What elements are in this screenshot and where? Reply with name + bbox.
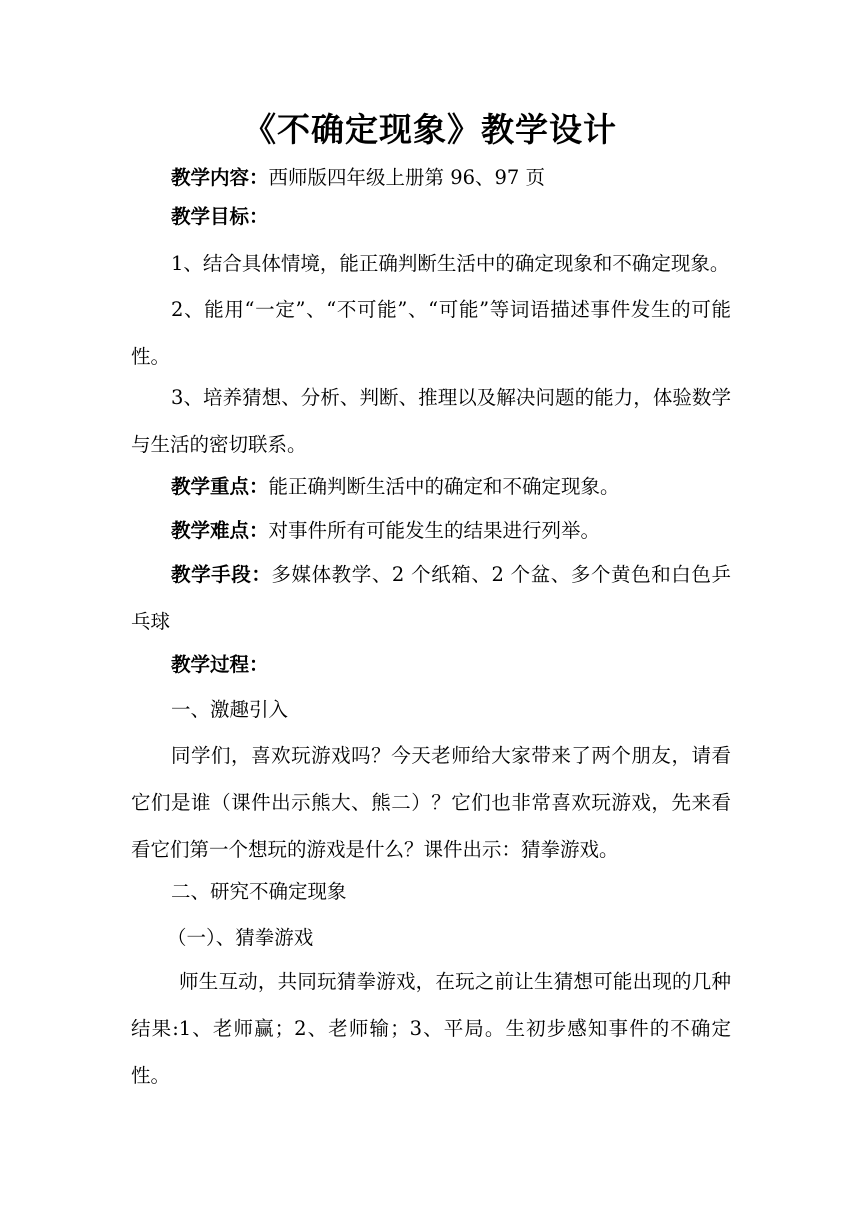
content-label: 教学内容：	[171, 166, 269, 189]
process-label: 教学过程：	[171, 653, 269, 676]
section-heading: 二、研究不确定现象	[171, 880, 347, 903]
subsection-paragraph: 师生互动，共同玩猜拳游戏，在玩之前让生猜想可能出现的几种结果:1、老师赢；2、老师输；3、平局。生初步感知事件的不确定性。	[131, 970, 731, 1087]
means-text: 多媒体教学、2 个纸箱、2 个盆、多个黄色和白色乒乓球	[131, 563, 731, 633]
section-paragraph: 同学们，喜欢玩游戏吗？今天老师给大家带来了两个朋友，请看它们是谁（课件出示熊大、熊二）？它们也非常喜欢玩游戏，先来看看它们第一个想玩的游戏是什么？课件出示：猜拳游戏。	[131, 744, 731, 861]
difficulty-label: 教学难点：	[171, 519, 269, 542]
subsection-heading: （一）、猜拳游戏	[167, 926, 314, 949]
objective-item: 1、结合具体情境，能正确判断生活中的确定现象和不确定现象。	[171, 252, 730, 275]
objectives-label: 教学目标：	[171, 205, 269, 228]
key-point-label: 教学重点：	[171, 475, 269, 498]
objectives-heading	[131, 193, 731, 240]
difficulty-text: 对事件所有可能发生的结果进行列举。	[268, 519, 601, 542]
objective-item: 2、能用“一定”、“不可能”、“可能”等词语描述事件发生的可能性。	[131, 298, 731, 368]
process-heading	[131, 641, 731, 688]
content-text: 西师版四年级上册第 96、97 页	[268, 166, 546, 189]
key-point-text: 能正确判断生活中的确定和不确定现象。	[268, 475, 620, 498]
key-point-line	[131, 463, 731, 510]
section-heading: 一、激趣引入	[171, 698, 289, 721]
means-line	[131, 551, 731, 645]
difficulty-line	[131, 507, 731, 554]
means-label: 教学手段：	[171, 563, 272, 586]
document-title: 《不确定现象》教学设计	[243, 110, 617, 149]
objective-item: 3、培养猜想、分析、判断、推理以及解决问题的能力，体验数学与生活的密切联系。	[131, 386, 731, 456]
